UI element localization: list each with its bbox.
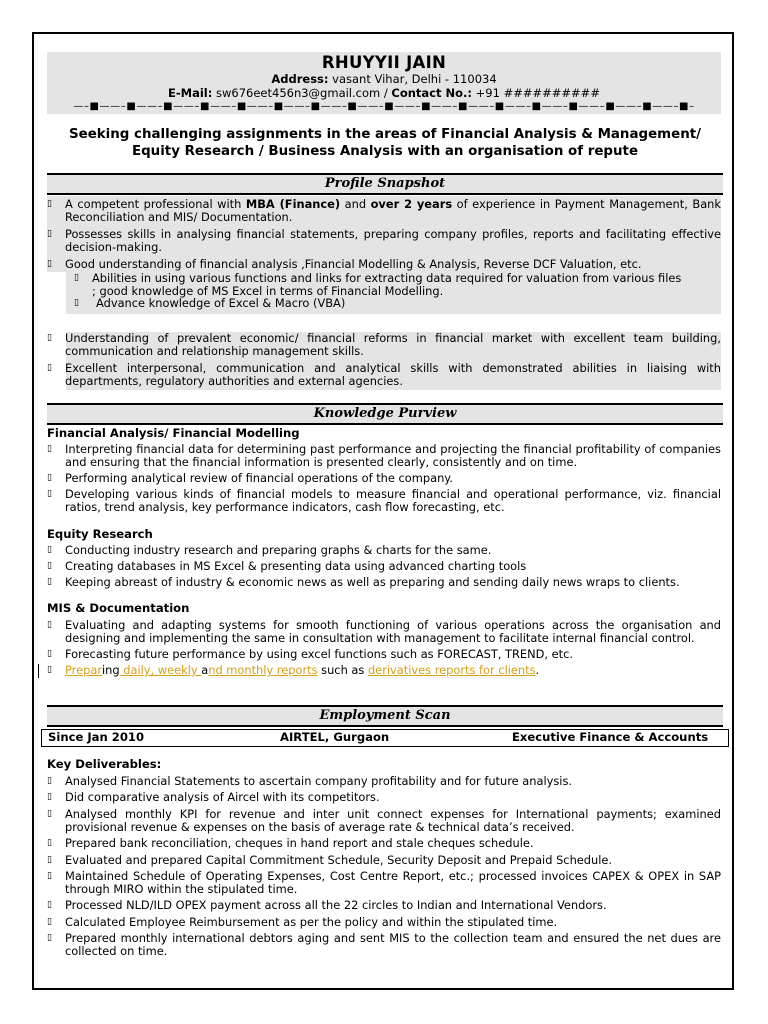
- deliverable-2: ▯ Did comparative analysis of Aircel with its competitors.: [47, 790, 380, 804]
- contact-value: +91 ##########: [475, 86, 600, 100]
- bullet-marker: ▯: [47, 473, 52, 483]
- bullet-marker: ▯: [47, 855, 52, 865]
- bullet-marker: ▯: [47, 917, 52, 927]
- address-label: Address:: [271, 72, 329, 86]
- contact-line: [47, 86, 721, 100]
- address-line: [47, 72, 721, 86]
- email-value[interactable]: sw676eet456n3@gmail.com /: [216, 86, 388, 100]
- employment-company: AIRTEL, Gurgaon: [280, 730, 390, 744]
- bullet-marker: ▯: [47, 363, 52, 373]
- tracked-text-2[interactable]: daily, weekly: [119, 663, 202, 677]
- section-knowledge-purview: Knowledge Purview: [47, 403, 723, 425]
- profile-bullet-5: ▯ Excellent interpersonal, communication and analytical skills with demonstrated abilities in liaising with departments, regulatory authorities and external agencies.: [47, 361, 721, 388]
- tracked-text-4[interactable]: derivatives reports for clients: [367, 663, 536, 677]
- bullet-marker: ▯: [47, 933, 52, 943]
- mis-bullet-1: ▯ Evaluating and adapting systems for smooth functioning of various operations across the organisation and designing and implementing the same in consultation with management to facilitate internal financial control.: [47, 618, 721, 645]
- employment-row: [41, 729, 729, 747]
- subhead-financial-analysis: Financial Analysis/ Financial Modelling: [47, 426, 300, 440]
- bullet-marker: ▯: [74, 273, 79, 283]
- bullet-marker: ▯: [47, 545, 52, 555]
- employment-since: Since Jan 2010: [48, 730, 145, 744]
- bullet-marker: ▯: [47, 871, 52, 881]
- bullet-marker: ▯: [47, 489, 52, 499]
- header-divider: —–■——–■——–■——–■——–■——–■——–■——–■——–■——–■——–■——–■——–■——–■——–■——–■——–■–: [73, 101, 695, 112]
- bullet-marker: ▯: [47, 776, 52, 786]
- bullet-marker: ▯: [74, 298, 79, 308]
- mis-bullet-2: ▯ Forecasting future performance by using excel functions such as FORECAST, TREND, etc.: [47, 647, 574, 661]
- bullet-marker: ▯: [47, 259, 52, 269]
- deliverable-7: ▯ Processed NLD/ILD OPEX payment across all the 22 circles to Indian and International Vendors.: [47, 898, 607, 912]
- objective: [42, 126, 728, 160]
- subhead-key-deliverables: Key Deliverables:: [47, 757, 162, 771]
- fa-bullet-1: ▯ Interpreting financial data for determining past performance and projecting the financial profitability of companies and ensuring that the financial information is presented clearly, consistently and on time.: [47, 442, 721, 469]
- contact-label: Contact No.:: [391, 86, 473, 100]
- profile-bullet-3: ▯ Good understanding of financial analysis ,Financial Modelling & Analysis, Reverse DCF Valuation, etc.: [47, 257, 642, 271]
- mis-bullet-3: ▯ Preparing daily, weekly and monthly reports such as derivatives reports for clients.: [47, 663, 540, 677]
- bullet-marker: ▯: [47, 199, 52, 209]
- bullet-marker: ▯: [47, 229, 52, 239]
- profile-sub-bullet-1: ▯ Abilities in using various functions and links for extracting data required for valuation from various files ; good knowledge of MS Excel in terms of Financial Modelling.: [74, 271, 682, 298]
- profile-bullet-4: ▯ Understanding of prevalent economic/ financial reforms in financial market with excellent team building, communication and relationship management skills.: [47, 331, 721, 358]
- objective-line-1: Seeking challenging assignments in the areas of Financial Analysis & Management/: [68, 127, 702, 142]
- fa-bullet-2: ▯ Performing analytical review of financial operations of the company.: [47, 471, 454, 485]
- bullet-marker: ▯: [47, 444, 52, 454]
- header-block: [47, 52, 721, 114]
- deliverable-3: ▯ Analysed monthly KPI for revenue and inter unit connect expenses for International payments; examined provisional revenue & expenses on the basis of average rate & technical data’s received.: [47, 807, 721, 834]
- subhead-mis-documentation: MIS & Documentation: [47, 601, 190, 615]
- bullet-marker: ▯: [47, 333, 52, 343]
- bullet-marker: ▯: [47, 620, 52, 630]
- objective-line-2: Equity Research / Business Analysis with an organisation of repute: [131, 144, 639, 159]
- address-value: vasant Vihar, Delhi - 110034: [332, 72, 497, 86]
- resume-page: [32, 32, 734, 990]
- fa-bullet-3: ▯ Developing various kinds of financial models to measure financial and operational performance, viz. financial ratios, trend analysis, key performance indicators, cash flow forecasting, etc.: [47, 487, 721, 514]
- bullet-marker: ▯: [47, 665, 52, 675]
- employment-role: Executive Finance & Accounts: [512, 730, 709, 744]
- er-bullet-3: ▯ Keeping abreast of industry & economic news as well as preparing and sending daily news wraps to clients.: [47, 575, 680, 589]
- deliverable-9: ▯ Prepared monthly international debtors aging and sent MIS to the collection team and ensured the net dues are collected on time.: [47, 931, 721, 958]
- profile-sub-bullet-2: ▯ Advance knowledge of Excel & Macro (VBA): [74, 296, 346, 310]
- bullet-marker: ▯: [47, 561, 52, 571]
- bullet-marker: ▯: [47, 900, 52, 910]
- bullet-marker: ▯: [47, 649, 52, 659]
- deliverable-8: ▯ Calculated Employee Reimbursement as per the policy and within the stipulated time.: [47, 915, 558, 929]
- tracked-text-3[interactable]: nd monthly reports: [208, 663, 318, 677]
- er-bullet-2: ▯ Creating databases in MS Excel & presenting data using advanced charting tools: [47, 559, 527, 573]
- bullet-marker: ▯: [47, 792, 52, 802]
- er-bullet-1: ▯ Conducting industry research and preparing graphs & charts for the same.: [47, 543, 492, 557]
- profile-bullet-1: ▯ A competent professional with MBA (Finance) and over 2 years of experience in Payment Management, Bank Reconciliation and MIS/ Documentation.: [47, 197, 722, 224]
- deliverable-4: ▯ Prepared bank reconciliation, cheques in hand report and stale cheques schedule.: [47, 836, 534, 850]
- profile-bullet-2: ▯ Possesses skills in analysing financial statements, preparing company profiles, reports and facilitating effective decision-making.: [47, 227, 721, 254]
- text-cursor-mark: [38, 664, 39, 678]
- deliverable-6: ▯ Maintained Schedule of Operating Expenses, Cost Centre Report, etc.; processed invoices CAPEX & OPEX in SAP through MIRO within the stipulated time.: [47, 869, 721, 896]
- bullet-marker: ▯: [47, 838, 52, 848]
- deliverable-1: ▯ Analysed Financial Statements to ascertain company profitability and for future analysis.: [47, 774, 573, 788]
- subhead-equity-research: Equity Research: [47, 527, 153, 541]
- bullet-marker: ▯: [47, 809, 52, 819]
- section-employment-scan: Employment Scan: [47, 705, 723, 727]
- deliverable-5: ▯ Evaluated and prepared Capital Commitment Schedule, Security Deposit and Prepaid Schedule.: [47, 853, 613, 867]
- section-profile-snapshot: Profile Snapshot: [47, 173, 723, 195]
- candidate-name: RHUYYII JAIN: [321, 53, 447, 72]
- email-label: E-Mail:: [168, 86, 213, 100]
- bullet-marker: ▯: [47, 577, 52, 587]
- tracked-text-1[interactable]: Prepar: [65, 663, 103, 677]
